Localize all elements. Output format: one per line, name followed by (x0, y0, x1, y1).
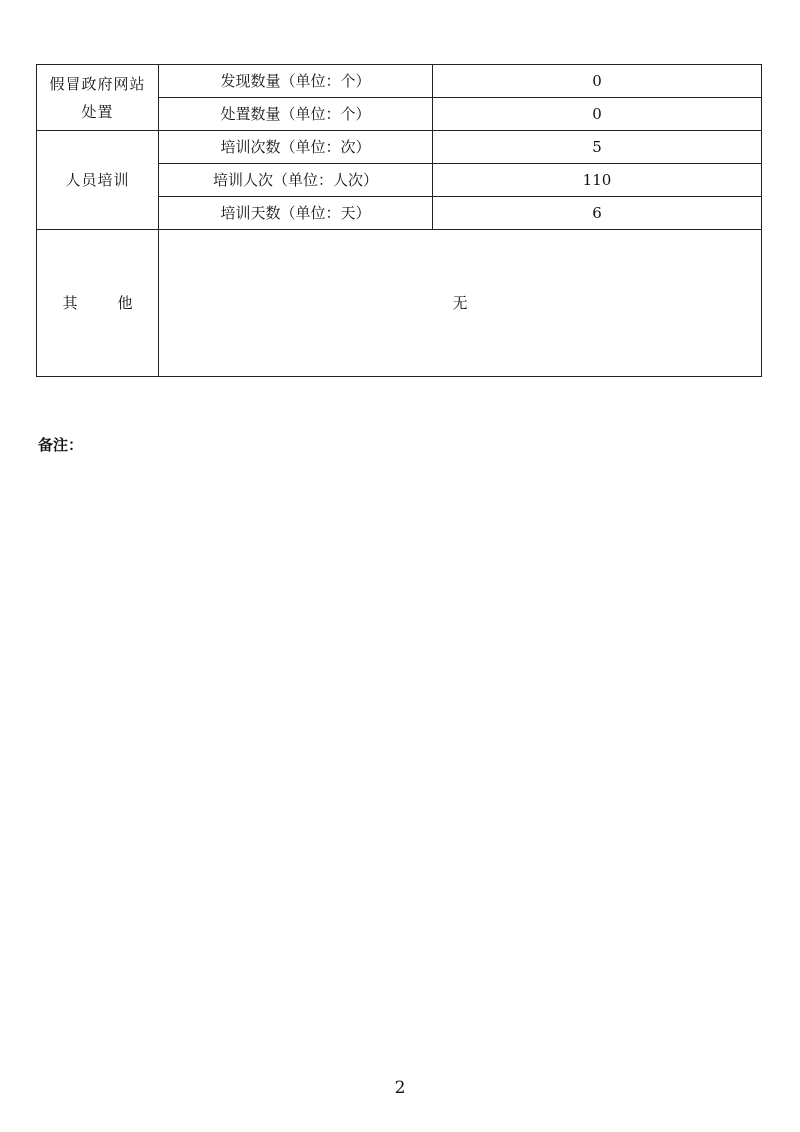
other-label-first: 其 (62, 294, 78, 312)
other-value: 无 (159, 230, 762, 377)
note-label: 备注： (38, 436, 84, 454)
table-row (37, 65, 762, 98)
item-label: 培训天数（单位：天） (159, 197, 433, 230)
item-label: 发现数量（单位：个） (159, 65, 433, 98)
item-label: 培训次数（单位：次） (159, 131, 433, 164)
item-label: 处置数量（单位：个） (159, 98, 433, 131)
page-number: 2 (394, 1078, 406, 1098)
item-label: 培训人次（单位：人次） (159, 164, 433, 197)
item-value: 110 (433, 164, 762, 197)
table-row-other (37, 230, 762, 377)
item-value: 6 (433, 197, 762, 230)
group-label-fake-website: 假冒政府网站处置 (37, 65, 159, 131)
report-table (36, 64, 762, 377)
table-row (37, 131, 762, 164)
group-label-staff-training: 人员培训 (37, 131, 159, 230)
item-value: 5 (433, 131, 762, 164)
other-label-second: 他 (117, 294, 133, 312)
item-value: 0 (433, 98, 762, 131)
item-value: 0 (433, 65, 762, 98)
other-label (37, 230, 159, 377)
